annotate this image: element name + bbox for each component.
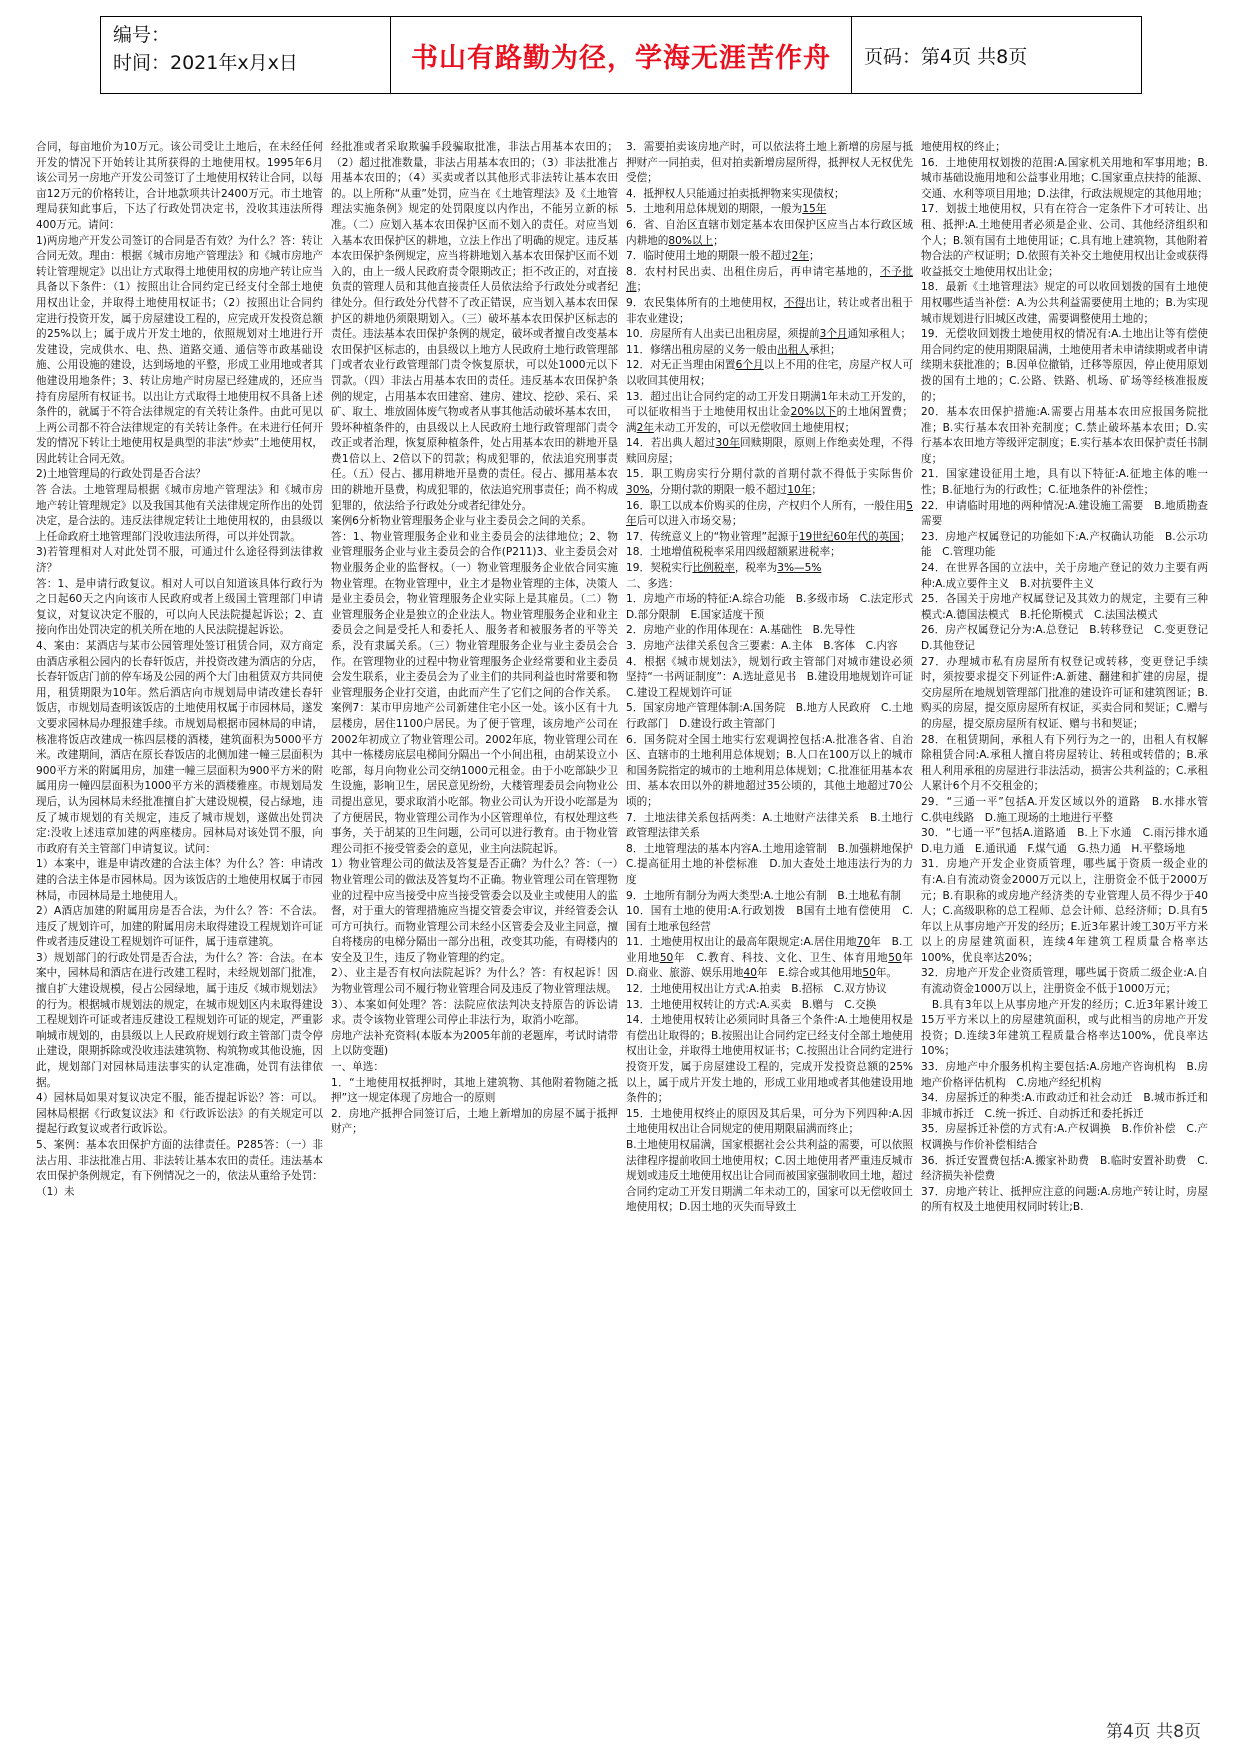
paragraph: 1）物业管理公司的做法及答复是否正确？为什么？答：（一）物业管理公司的做法及答复均不正确。物业管理公司在管理物业的过程中应当接受中应当接受管委会以及业主或使用人的监督，对于重大的管理措施应当提交管委会审议，并经管委会认可方可执行。而物业管理公司未经小区管委会及业主同意，擅自将楼房的电梯分隔出一部分出租，改变其功能，有碍楼内的安全及卫生，违反了物业管理的约定。 [331,858,618,964]
paragraph: 24．在世界各国的立法中，关于房地产登记的效力主要有两种:A.成立要件主义 B.对抗要件主义 [921,562,1208,590]
paragraph: B.具有3年以上从事房地产开发的经历；C.近3年累计竣工15万平方米以上的房屋建筑面积，或与此相当的房地产开发投资；D.连续3年建筑工程质量合格率达100%，优良率达10%； [921,998,1208,1058]
underlined-answer: 20%以下 [790,406,837,419]
paragraph: 9．土地所有制分为两大类型:A.土地公有制 B.土地私有制 [626,889,902,902]
paragraph: 20．基本农田保护措施:A.需要占用基本农田应报国务院批准；B.实行基本农田补充制度；C.禁止破坏基本农田；D.实行基本农田地方等级评定制度；E.实行基本农田保护责任书制度； [921,406,1208,465]
time-label: 时间：2021年x月x日 [113,52,298,74]
paragraph: 2）、业主是否有权向法院起诉？为什么？答：有权起诉！因为物业管理公司不履行物业管理合同及违反了物业管理法规。 [331,967,618,996]
paragraph: 14．土地使用权转让必须同时具备三个条件:A.土地使用权是有偿出让取得的；B.按照出让合同约定已经支付全部土地使用权出让金，并取得土地使用权证书；C.按照出让合同约定进行投资开发，属于房屋建设工程的，完成开发投资总额的25%以上，属于成片开发土地的，形成工业用地或者其他建设用地条件的； [626,1014,913,1105]
paragraph: 案例7：某市甲房地产公司新建住宅小区一处。该小区有十九层楼房，居住1100户居民。为了便于管理，该房地产公司在2002年初成立了物业管理公司。2002年底，物业管理公司在其中一栋楼房底层电梯间分隔出一个小间出租，由胡某设立小吃部，每月向物业公司交纳1000元租金。由于小吃部缺少卫生设施，影响卫生，居民意见纷纷，大楼管理委员会向物业公司提出意见，要求取消小吃部。物业公司认为开设小吃部是为了方便居民，物业管理公司作为小区管理单位，有权处理这些事务，关于胡某的卫生问题，公司可以进行教育。由于物业管理公司拒不接受管委会的意见，业主向法院起诉。 [331,702,618,855]
paragraph: 3．房地产法律关系包含三要素：A.主体 B.客体 C.内容 [626,640,898,652]
paragraph: 13．土地使用权转让的方式:A.买卖 B.赠与 C.交换 [626,998,877,1011]
paragraph: 22．申请临时用地的两种情况:A.建设施工需要 B.地质勘查需要 [921,499,1208,528]
paragraph: B.土地使用权届满，国家根据社会公共利益的需要，可以依照法律程序提前收回土地使用权；C.因土地使用者严重违反城市规划或违反土地使用权出让合同而被国家强制收回土地，超过合同约定动工开发日期满二年未动工的，国家可以无偿收回土地使用权；D.因土地的灭失而导致土 [626,1139,913,1214]
paragraph: 5．国家房地产管理体制:A.国务院 B.地方人民政府 C.土地行政部门 D.建设行政主管部门 [626,702,913,730]
underlined-answer: 2年 [636,421,654,434]
paragraph: 17．划拔土地使用权，只有在符合一定条件下才可转让、出租、抵押:A.土地使用者必须是企业、公司、其他经济组织和个人；B.领有国有土地使用证；C.具有地上建筑物，其他附着物合法的产权证明；D.依照有关补交土地使用权出让金或获得收益抵交土地使用权出让金； [921,203,1208,278]
paragraph: 14．若出典人超过30年回赎期限，原则上作绝卖处理，不得赎回房屋； [626,437,914,465]
paragraph: 23．房地产权属登记的功能如下:A.产权确认功能 B.公示功能 C.管理功能 [921,530,1208,559]
underlined-answer: 30年 [715,437,741,450]
paragraph: 地使用权的终止； [921,141,1006,153]
paragraph: 10．房屋所有人出卖已出租房屋，须提前3个月通知承租人； [626,328,912,341]
paragraph: 4．根据《城市规划法》，规划行政主管部门对城市建设必须坚持“一书两证制度”：A.选址意见书 B.建设用地规划许可证 C.建设工程规划许可证 [626,655,924,699]
paragraph: 4）园林局如果对复议决定不服，能否提起诉讼？答：可以。园林局根据《行政复议法》和《行政诉讼法》的有关规定可以提起行政复议或者行政诉讼。 [36,1092,323,1136]
paragraph: 1．“土地使用权抵押时，其地上建筑物、其他附着物随之抵押”这一规定体现了房地合一的原则 [331,1076,618,1105]
underlined-answer: 10年 [787,484,812,497]
paragraph: 12．土地使用权出让方式:A.拍卖 B.招标 C.双方协议 [626,983,887,996]
paragraph: 7．临时使用土地的期限一般不超过2年； [626,250,820,263]
paragraph: 房地产法补充资料(本版本为2005年前的老题库，考试时请带上以防变题) [331,1029,618,1058]
paragraph: 1)两房地产开发公司签订的合同是否有效？为什么？答：转让合同无效。理由：根据《城市房地产管理法》和《城市房地产转让管理规定》以出让方式取得土地使用权的房地产转让应当具备以下条件：（1）按照出让合同约定已经支付全部土地使用权出让金，并取得土地使用权证书；（2）按照出让合同约定进行投资开发，属于房屋建设工程的，应完成开发投资总额的25%以上；属于成片开发土地的，依照规划对土地进行开发建设，完成供水、电、热、道路交通、通信等市政基础设施、公用设施的建设，达到场地的平整，形成工业用地或者其他建设用地条件；3、转让房地产时房屋已经建成的，还应当持有房屋所有权证书。以出让方式取得土地使用权不具备上述条件的，就属于不符合法律规定的有关转让条件。由此可见以上两公司都不符合法律规定的有关转让条件。在未进行任何开发的情况下转让土地使用权是典型的非法“炒卖”土地使用权，因此转让合同无效。 [36,234,323,465]
paragraph: 34．房屋拆迁的种类:A.市政动迁和社会动迁 B.城市拆迁和非城市拆迁 C.统一拆迁、自动拆迁和委托拆迁 [921,1092,1208,1120]
underlined-answer: 不得 [783,296,806,309]
paragraph: 5、案例：基本农田保护方面的法律责任。P285答：（一）非法占用、非法批准占用、非法转让基本农田的责任。违法基本农田保护条例规定，有下例情况之一的，依法从重给予处罚：（1）未 [36,1139,323,1198]
underlined-answer: 50 [888,951,902,964]
paragraph: 29．“三通一平”包括A.开发区域以外的道路 B.水排水管 C.供电线路 D.施工现场的土地进行平整 [921,795,1219,824]
paragraph: 33．房地产中介服务机构主要包括:A.房地产咨询机构 B.房地产价格评估机构 C.房地产经纪机构 [921,1061,1208,1089]
paragraph: 18．土地增值税税率采用四级超额累进税率； [626,546,841,559]
paragraph: 31．房地产开发企业资质管理，哪些属于资质一级企业的有:A.自有流动资金2000万元以上，注册资金不低于2000万元；B.有职称的或房地产经济类的专业管理人员不得少于40人；C.高级职称的总工程师、总会计师、总经济师；D.具有5年以上从事房地产开发的经历；E.近3年累计竣工30万平方米以上的房屋建筑面积，连续4年建筑工程质量合格率达100%，优良率达20%； [921,858,1208,964]
paragraph: 3）、本案如何处理？答：法院应依法判决支持原告的诉讼请求。责令该物业管理公司停止非法行为，取消小吃部。 [331,998,618,1027]
paragraph: 5．土地利用总体规划的期限，一般为15年 [626,203,827,216]
paragraph: 2．房地产业的作用体现在：A.基础性 B.先导性 [626,624,856,637]
paragraph: 1．房地产市场的特征:A.综合功能 B.多级市场 C.法定形式 D.部分限制 E.国家适度干预 [626,593,924,621]
paragraph: 答：1、物业管理服务企业和业主委员会的法律地位；2、物业管理服务企业与业主委员会的合作(P211)3、业主委员会对物业服务企业的监督权。（一）物业管理服务企业依合同实施物业管理。在物业管理中，业主才是物业管理的主体，决策人是业主委员会，物业管理服务企业实际上是其雇员。（二）物业管理服务企业是独立的企业法人。物业管理服务企业和业主委员会之间是受托人和委托人、服务者和被服务者的平等关系，没有隶属关系。（三）物业管理服务企业与业主委员会合作。在管理物业的过程中物业管理服务企业经常要和业主委员会发生联系，业主委员会为了业主们的共同利益也时常要和物业管理服务企业打交道，由此而产生了它们之间的合作关系。 [331,530,618,699]
paragraph: 32．房地产开发企业资质管理，哪些属于资质二级企业:A.自有流动资金1000万以上，注册资金不低于1000万元； [921,967,1208,996]
paragraph: 11．修缮出租房屋的义务一般由出租人承担； [626,343,841,356]
underlined-answer: 15年 [802,203,827,216]
paragraph: 1）本案中，谁是申请改建的合法主体？为什么？答：申请改建的合法主体是市园林局。因为该饭店的土地使用权属于市园林局，市园林局是土地使用人。 [36,858,323,902]
underlined-answer: 40 [743,967,757,980]
document-body [36,140,1219,1712]
paragraph: 27．办理城市私有房屋所有权登记或转移，变更登记手续时，须按要求提交下列证件:A.新建、翻建和扩建的房屋，提交房屋所在地规划管理部门批准的建设许可证和建筑图证；B.购买的房屋，提交原房屋所有权证，买卖合同和契证；C.赠与的房屋，提交原房屋所有权证、赠与书和契证； [921,655,1208,730]
underlined-answer: 不予批准 [626,265,913,294]
paragraph: 8．农村村民出卖、出租住房后，再申请宅基地的，不予批准； [626,265,913,294]
paragraph: 3)若管理相对人对此处罚不服，可通过什么途径得到法律救济？ [36,546,323,575]
header-meta [101,17,391,93]
header-motto: 书山有路勤为径，学海无涯苦作舟 [391,17,852,93]
paragraph: 15．土地使用权终止的原因及其后果，可分为下列四种:A.因土地使用权出让合同规定的使用期限届满而终止； [626,1107,913,1136]
paragraph: 18．最新《土地管理法》规定的可以收回划拨的国有土地使用权哪些适当补偿：A.为公共利益需要使用土地的；B.为实现城市规划进行旧城区改建，需要调整使用土地的； [921,281,1208,325]
paragraph: 17．传统意义上的“物业管理”起源于19世纪60年代的英国； [626,530,911,543]
underlined-answer: 出租人 [777,343,809,356]
paragraph: 25．各国关于房地产权属登记及其效力的规定，主要有三种模式:A.德国法模式 B.托伦斯模式 C.法国法模式 [921,593,1208,621]
paragraph: 19．契税实行比例税率，税率为3%—5% [626,562,822,575]
paragraph: 15．职工购房实行分期付款的首期付款不得低于实际售价30%，分期付款的期限一般不超过10年； [626,468,913,497]
paragraph: 13．超过出让合同约定的动工开发日期满1年未动工开发的，可以征收相当于土地使用权出让金20%以下的土地闲置费；满2年未动工开发的，可以无偿收回土地使用权； [626,390,914,434]
text-column-1 [36,140,323,1712]
page-number-label: 页码：第4页 共8页 [864,45,1028,68]
underlined-answer: 2年 [791,250,809,263]
paragraph: 答：1、是申请行政复议。相对人可以自知道该具体行政行为之日起60天之内向该市人民政府或者上级国土管理部门申请复议，对复议决定不服的，可以向人民法院提起诉讼；2、直接向作出处罚决定的机关所在地的人民法院提起诉讼。 [36,577,323,637]
paragraph: 6．国务院对全国土地实行宏观调控包括:A.批准各省、自治区、直辖市的土地利用总体规划；B.人口在100万以上的城市和国务院指定的城市的土地利用总体规划；C.批准征用基本农田、基本农田以外的耕地超过35公顷的，其他土地超过70公顷的； [626,733,913,808]
paragraph: 12．对无正当理由闲置6个月以上不用的住宅，房屋产权人可以收回其使用权； [626,359,913,387]
paragraph: 案例6分析物业管理服务企业与业主委员会之间的关系。 [331,515,592,528]
paragraph: 30．“七通一平”包括A.道路通 B.上下水通 C.雨污排水通 D.电力通 E.通讯通 F.煤气通 G.热力通 H.平整场地 [921,827,1219,855]
underlined-answer: 6个月 [735,359,764,372]
text-column-4 [921,140,1219,1712]
underlined-answer: 80%以上 [668,234,714,247]
underlined-answer: 比例税率 [692,562,735,575]
paragraph: 11．土地使用权出让的最高年限规定:A.居住用地70年 B.工业用地50年 C.教育、科技、文化、卫生、体育用地50年 D.商业、旅游、娱乐用地40年 E.综合或其他用地50年。 [626,936,924,980]
paragraph: 36．拆迁安置费包括:A.搬家补助费 B.临时安置补助费 C.经济损失补偿费 [921,1154,1208,1183]
paragraph: 经批准或者采取欺骗手段骗取批准，非法占用基本农田的；（2）超过批准数量，非法占用基本农田的；（3）非法批准占用基本农田的；（4）买卖或者以其他形式非法转让基本农田的。以上所称“从重”处罚，应当在《土地管理法》及《土地管理法实施条例》规定的处罚限度以内作出，不能另立新的标准。（二）应划入基本农田保护区而不划入的责任。对应当划入基本农田保护区的耕地，立法上作出了明确的规定。违反基本农田保护条例规定，应当将耕地划入基本农田保护区而不划入的，由上一级人民政府责令限期改正；拒不改正的，对直接负责的管理人员和其他直接责任人员依法给予行政处分或者纪律处分。但行政处分代替不了改正错误，应当划入基本农田保护区的耕地仍须限期划入。（三）破坏基本农田保护区标志的责任。违法基本农田保护条例的规定，破坏或者擅自改变基本农田保护区标志的，由县级以上地方人民政府土地行政管理部门或者农业行政管理部门责令恢复原状，可以处1000元以下罚款。（四）非法占用基本农田的责任。违反基本农田保护条例的规定，占用基本农田建窑、建房、建坟、挖砂、采石、采矿、取土、堆放固体废气物或者从事其他活动破坏基本农田，毁坏种植条件的，由县级以上人民政府土地行政管理部门责令改正或者治理，恢复原种植条件，处占用基本农田的耕地开垦费1倍以上、2倍以下的罚款；构成犯罪的，依法追究刑事责任。（五）侵占、挪用耕地开垦费的责任。侵占、挪用基本农田的耕地开垦费，构成犯罪的，依法追究刑事责任；尚不构成犯罪的，依法给予行政处分或者纪律处分。 [331,141,618,512]
paragraph: 4．抵押权人只能通过拍卖抵押物来实现债权； [626,187,845,200]
paragraph: 2)土地管理局的行政处罚是否合法？ [36,468,206,481]
paragraph: 16．土地使用权划拨的范围:A.国家机关用地和军事用地；B.城市基础设施用地和公益事业用地；C.国家重点扶持的能源、交通、水利等项目用地；D.法律，行政法规规定的其他用地； [921,156,1208,200]
underlined-answer: 70 [856,936,871,949]
paragraph: 3．需要拍卖该房地产时，可以依法将土地上新增的房屋与抵押财产一同拍卖，但对拍卖新增房屋所得，抵押权人无权优先受偿； [626,141,913,185]
paragraph: 6．省、自治区直辖市划定基本农田保护区应当占本行政区域内耕地的80%以上； [626,218,913,247]
paragraph: 35．房屋拆迁补偿的方式有:A.产权调换 B.作价补偿 C.产权调换与作价补偿相结合 [921,1123,1208,1151]
paragraph: 19．无偿收回划拨土地使用权的情况有:A.土地出让等有偿使用合同约定的使用期限届满，土地使用者未申请续期或者申请续期未获批准的；B.因单位撤销，迁移等原因，停止使用原划拨的国有土地的；C.公路、铁路、机场、矿场等经核准报废的； [921,328,1208,403]
paragraph: 37．房地产转让、抵押应注意的问题:A.房地产转让时，房屋的所有权及土地使用权同时转让;B. [921,1185,1208,1214]
paragraph: 8．土地管理法的基本内容A.土地用途管制 B.加强耕地保护 C.提高征用土地的补偿标准 D.加大查处土地违法行为的力度 [626,842,924,886]
paragraph: 合同，每亩地价为10万元。该公司受让土地后，在未经任何开发的情况下开始转让其所获得的土地使用权。1995年6月该公司另一房地产开发公司签订了土地使用权转让合同，以每亩12万元的价格转让，合计地款项共计2400万元。市土地管理局获知此事后，下达了行政处罚决定书，没收其违法所得400万元。请问： [36,141,323,231]
underlined-answer: 3%—5% [777,562,822,575]
underlined-answer: 50 [659,951,674,964]
number-label: 编号： [113,24,171,46]
paragraph: 2．房地产抵押合同签订后，土地上新增加的房屋不属于抵押财产； [331,1107,618,1136]
underlined-answer: 50 [862,967,876,980]
paragraph: 9．农民集体所有的土地使用权，不得出让，转让或者出租于非农业建设； [626,296,913,325]
page-header [100,16,1142,94]
paragraph: 7．土地法律关系包括两类：A.土地财产法律关系 B.土地行政管理法律关系 [626,811,913,840]
paragraph: 一、单选： [331,1061,384,1074]
page-footer: 第4页 共8页 [1105,1722,1201,1742]
paragraph: 26．房产权属登记分为:A.总登记 B.转移登记 C.变更登记 D.其他登记 [921,624,1219,652]
paragraph: 二、多选： [626,577,679,590]
paragraph: 28．在租赁期间，承租人有下列行为之一的，出租人有权解除租赁合同:A.承租人擅自将房屋转让、转租或转借的；B.承租人利用承租的房屋进行非法活动，损害公共利益的；C.承租人累计6个月不交租金的； [921,733,1208,793]
paragraph: 4、案由：某酒店与某市公园管理处签订租赁合同，双方商定由酒店承租公园内的长春轩饭店，并投资改建为酒店的分店，长春轩饭店门前的停车场及公园的两个大门由租赁双方共同使用，租赁期限为10年。然后酒店向市规划局申请改建长春轩饭店，市规划局查明该饭店的土地使用权属于市园林局，遂发文要求园林局办理报建手续。市规划局根据市园林局的申请，核准将饭店改建成一栋四层楼的酒楼，建筑面积为5000平方米。改建期间，酒店在原长春饭店的北侧加建一幢三层面积为900平方米的附属用房，加建一幢三层面积为900平方米的附属用房一幢四层面积为1000平方米的酒楼雅座。市规划局发现后，认为园林局未经批准擅自扩大建设规模，侵占绿地，违反了城市规划的有关规定，违反了城市规划，遂做出处罚决定:没收上述违章加建的两座楼房。园林局对该处罚不服，向市政府有关主管部门申请复议。试问： [36,640,323,855]
text-column-3 [626,140,924,1712]
paragraph: 21．国家建设征用土地，具有以下特征:A.征地主体的唯一性；B.征地行为的行政性；C.征地条件的补偿性； [921,468,1208,497]
underlined-answer: 30% [626,484,650,497]
paragraph: 16．职工以成本价购买的住房，产权归个人所有，一般住用5年后可以进入市场交易； [626,499,913,528]
paragraph: 答 合法。土地管理局根据《城市房地产管理法》和《城市房地产转让管理规定》以及我国其他有关法律规定所作出的处罚决定，是合法的。违反法律规定转让土地使用权的，由县级以上任命政府土地管理部门没收违法所得，可以并处罚款。 [36,484,323,543]
underlined-answer: 3个月 [819,328,848,341]
text-column-2 [331,140,618,1712]
paragraph: 10．国有土地的使用:A.行政划拨 B国有土地有偿使用 C.国有土地承包经营 [626,905,913,933]
underlined-answer: 5年 [626,499,913,528]
paragraph: 3）规划部门的行政处罚是否合法，为什么？答：合法。在本案中，园林局和酒店在进行改建工程时，未经规划部门批准，擅自扩大建设规模，侵占公园绿地，属于违反《城市规划法》的行为。根据城市规划法的规定，在城市规划区内未取得建设工程规划许可证或者违反建设工程规划许可证的规定，严重影响城市规划的，由县级以上人民政府规划行政主管部门责令停止建设，限期拆除或没收违法建筑物、构筑物或其他设施，因此，规划部门对园林局违法事实的认定准确，处罚有法律依据。 [36,951,323,1089]
underlined-answer: 19世纪60年代的英国 [798,530,900,543]
paragraph: 2）A酒店加建的附属用房是否合法，为什么？答：不合法。违反了规划许可，加建的附属用房未取得建设工程规划许可证件或者违反建设工程规划许可证件，属于违章建筑。 [36,905,323,949]
